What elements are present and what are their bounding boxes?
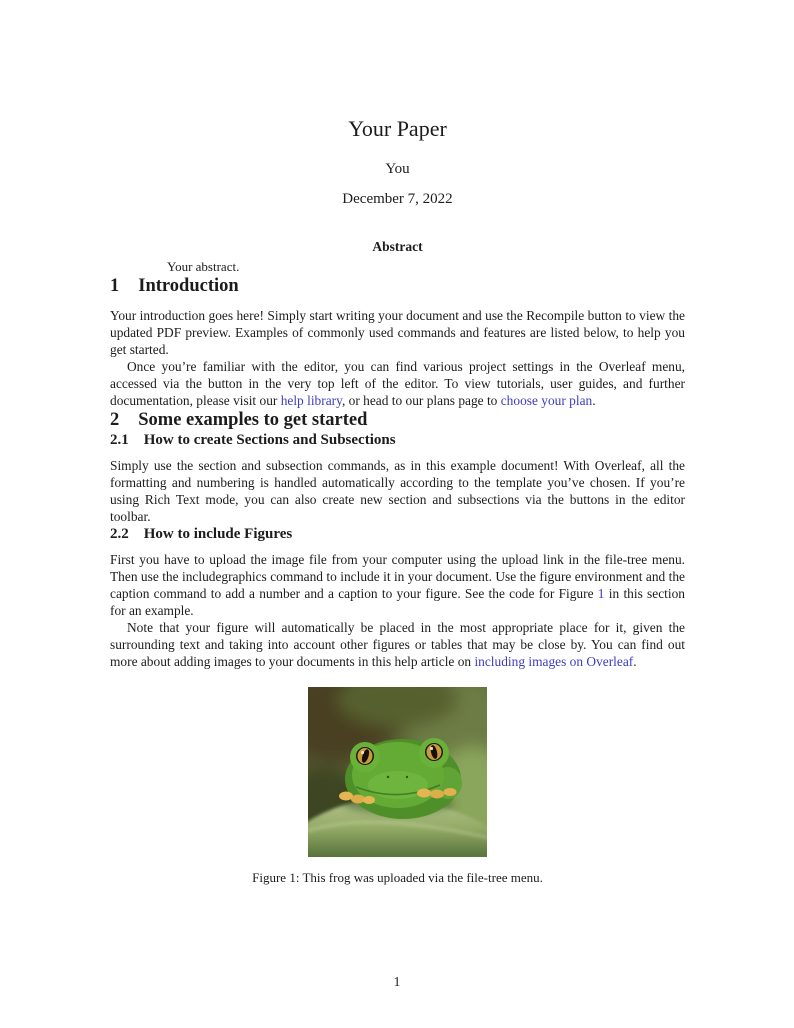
paper-title: Your Paper — [348, 116, 447, 141]
page-number: 1 — [393, 974, 401, 989]
sections-paragraph-1: Simply use the section and subsection commands, as in this example document! With Overleaf, all the formatting and numbering is handled automatically according to the template you’ve chosen. If you’re using Rich Text mode, you can also create new section and subsections via the buttons in the editor toolbar. — [110, 458, 685, 524]
section-number: 2 — [110, 410, 120, 430]
intro-paragraph-2-text: . — [592, 393, 596, 408]
figures-paragraph-2 — [110, 619, 685, 670]
section-title: Some examples to get started — [138, 410, 368, 430]
figures-paragraph-2-text: . — [633, 654, 637, 669]
abstract-text: Your abstract. — [167, 259, 240, 274]
including-images-link[interactable]: including images on Overleaf — [474, 654, 634, 669]
figure-1-reference-link[interactable]: 1 — [597, 586, 605, 601]
section-number: 1 — [110, 276, 120, 296]
figures-paragraph-1 — [110, 551, 685, 619]
paper-author: You — [385, 161, 410, 177]
intro-paragraph-2-text: Once you’re familiar with the editor, you can find various project settings in the Overleaf menu, accessed via the button in the very top left of the editor. To view tutorials, user guides, and further documentation, please visit our — [110, 359, 685, 408]
section-heading-examples — [110, 409, 685, 431]
subsection-title: How to include Figures — [143, 526, 293, 542]
subsection-heading-sections — [110, 431, 685, 449]
subsection-number: 2.1 — [110, 432, 129, 448]
intro-paragraph-2-text: , or head to our plans page to — [341, 393, 501, 408]
figures-paragraph-2-text: Note that your figure will automatically be placed in the most appropriate place for it, given the surrounding text and taking into account other figures or tables that may be close by. You can find out more about adding images to your documents in this help article on — [110, 620, 685, 669]
section-title: Introduction — [138, 276, 239, 296]
help-library-link[interactable]: help library — [280, 393, 342, 408]
choose-your-plan-link[interactable]: choose your plan — [500, 393, 593, 408]
subsection-title: How to create Sections and Subsections — [143, 432, 396, 448]
figure-caption: Figure 1: This frog was uploaded via the file-tree menu. — [252, 870, 543, 885]
subsection-number: 2.2 — [110, 526, 129, 542]
intro-paragraph-2 — [110, 358, 685, 409]
paper-date: December 7, 2022 — [342, 191, 453, 207]
figures-paragraph-1-text: in this section for an example. — [110, 586, 685, 618]
intro-paragraph-1: Your introduction goes here! Simply start writing your document and use the Recompile button to view the updated PDF preview. Examples of commonly used commands and features are listed below, to help you get started. — [110, 308, 685, 357]
paper-content — [110, 0, 685, 886]
figures-paragraph-1-text: First you have to upload the image file from your computer using the upload link in the file-tree menu. Then use the includegraphics command to include it in your document. Use the figure environment and the caption command to add a number and a caption to your figure. See the code for Figure — [110, 552, 685, 601]
abstract-heading: Abstract — [372, 239, 423, 254]
frog-image — [308, 687, 487, 857]
section-heading-introduction — [110, 275, 685, 297]
figure-1 — [110, 687, 685, 886]
subsection-heading-figures — [110, 525, 685, 543]
